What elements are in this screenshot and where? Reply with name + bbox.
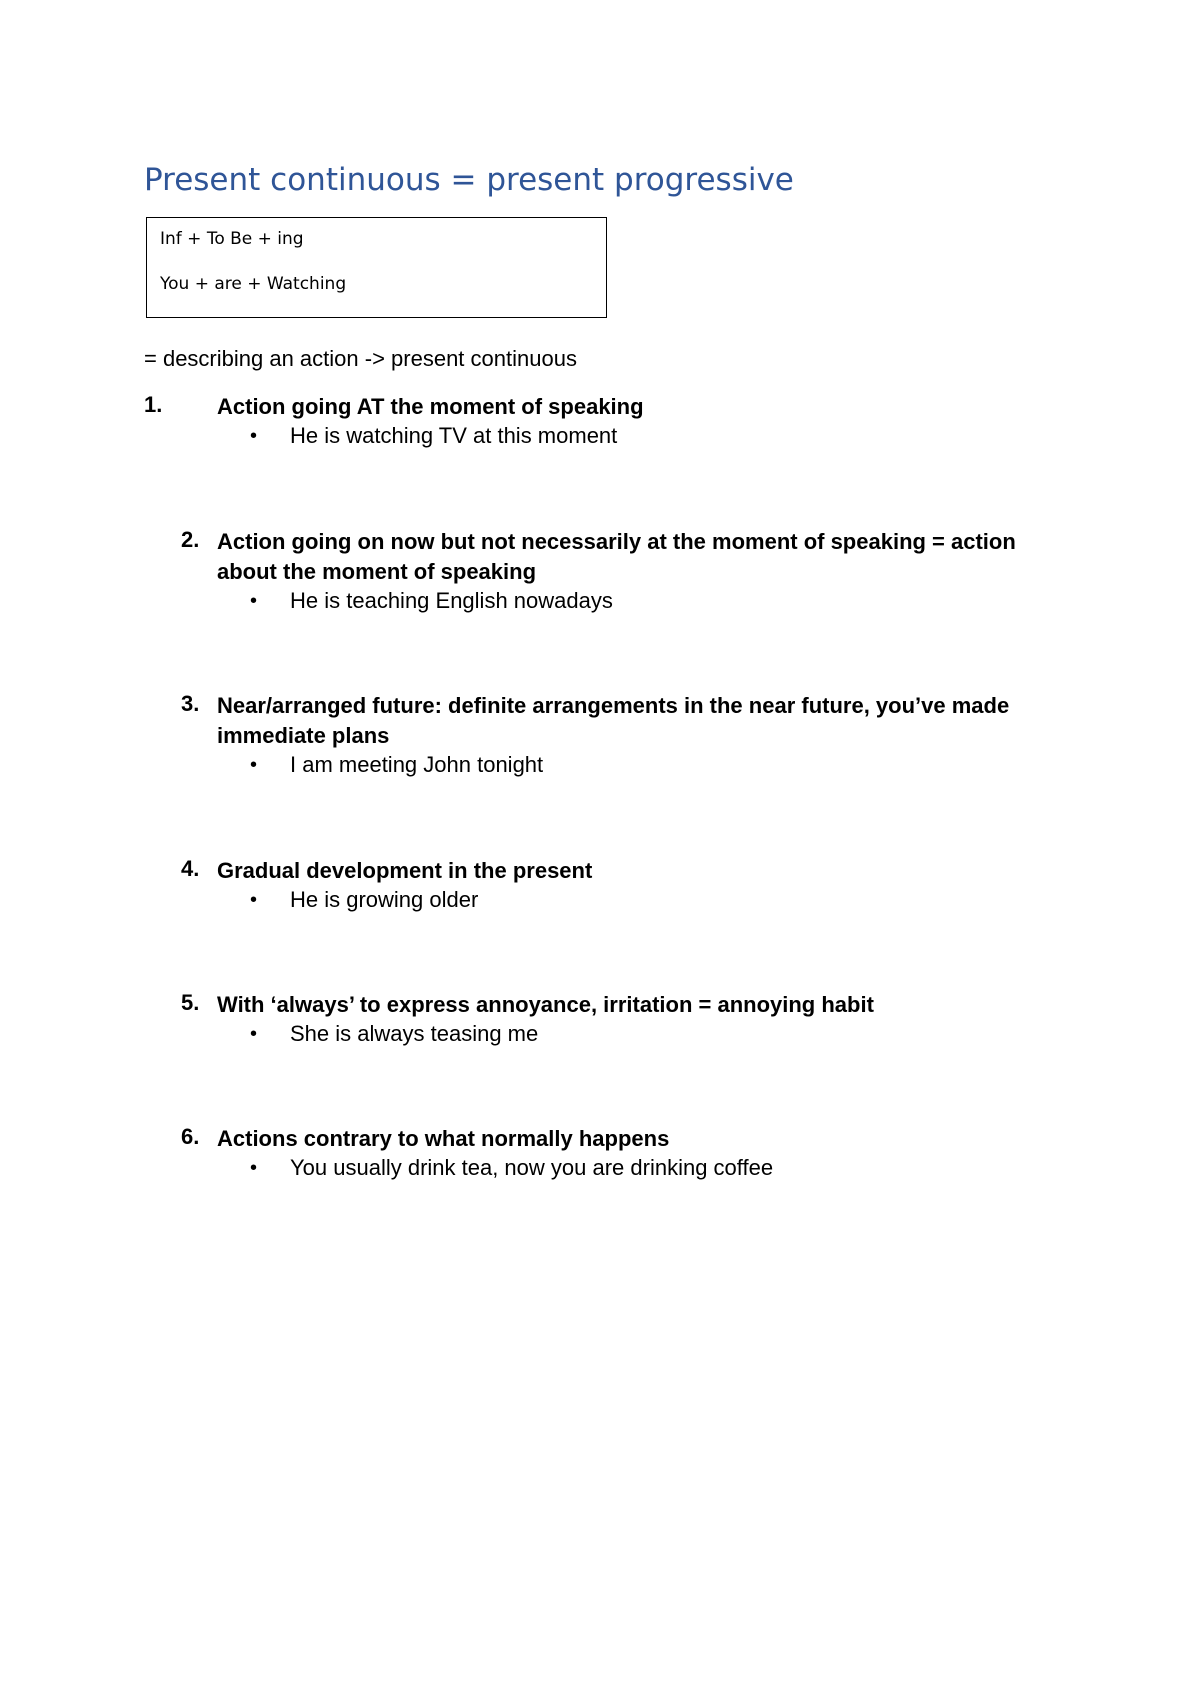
bullet-icon: • (250, 1023, 258, 1045)
page-title: Present continuous = present progressive (144, 162, 794, 198)
formula-line-2: You + are + Watching (160, 274, 347, 294)
bullet-icon: • (250, 590, 258, 612)
formula-line-1: Inf + To Be + ing (160, 229, 304, 249)
item-number: 6. (181, 1124, 200, 1149)
item-heading: With ‘always’ to express annoyance, irritation = annoying habit (217, 992, 874, 1017)
bullet-icon: • (250, 425, 258, 447)
formula-box (146, 217, 607, 318)
item-example: He is teaching English nowadays (290, 588, 613, 613)
bullet-icon: • (250, 1157, 258, 1179)
item-number: 4. (181, 856, 200, 881)
item-example: You usually drink tea, now you are drinking coffee (290, 1155, 774, 1180)
item-number: 5. (181, 990, 200, 1015)
item-heading: Action going AT the moment of speaking (217, 394, 644, 419)
item-number: 2. (181, 527, 200, 552)
item-heading: Near/arranged future: definite arrangements in the near future, you’ve made immediate plans (217, 693, 1010, 748)
item-number: 3. (181, 691, 200, 716)
item-heading: Action going on now but not necessarily at the moment of speaking = action about the moment of speaking (217, 529, 1016, 584)
item-example: She is always teasing me (290, 1021, 539, 1046)
item-heading: Actions contrary to what normally happens (217, 1126, 670, 1151)
bullet-icon: • (250, 889, 258, 911)
intro-text: = describing an action -> present continuous (144, 346, 577, 371)
item-heading: Gradual development in the present (217, 858, 593, 883)
bullet-icon: • (250, 754, 258, 776)
item-example: He is growing older (290, 887, 479, 912)
item-example: I am meeting John tonight (290, 752, 544, 777)
item-example: He is watching TV at this moment (290, 423, 618, 448)
item-number: 1. (144, 392, 163, 417)
